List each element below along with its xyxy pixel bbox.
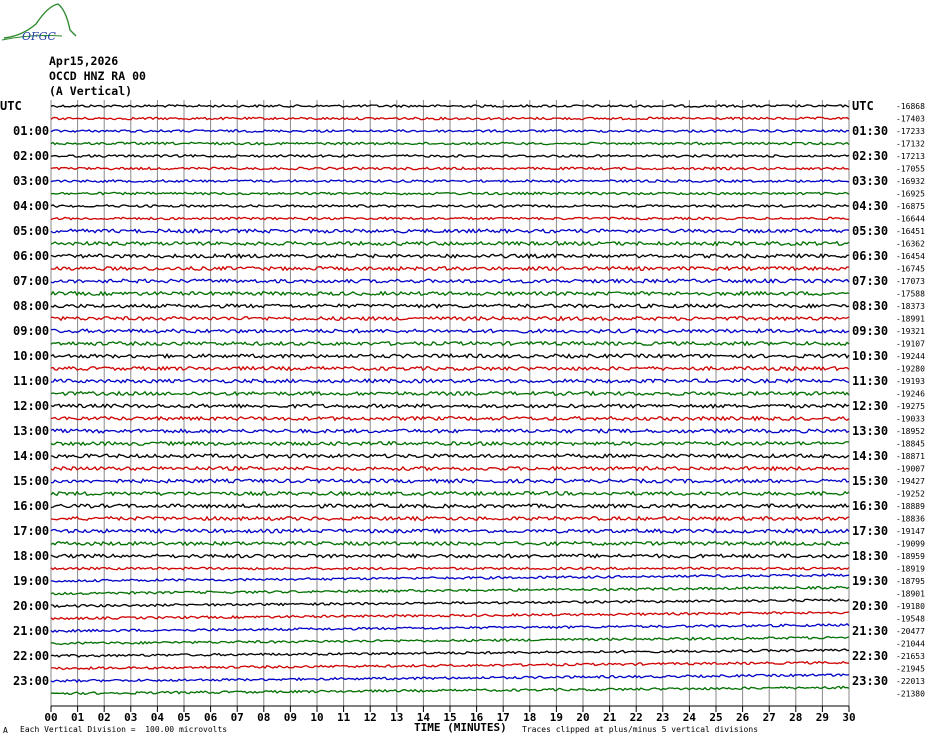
x-tick-label: 19 [549, 711, 564, 724]
trace-mean-label: -19252 [896, 489, 925, 499]
x-tick-label: 23 [656, 711, 670, 724]
trace-mean-label: -19033 [896, 414, 925, 424]
trace-mean-label: -19193 [896, 377, 925, 386]
right-hour-label: 13:30 [852, 424, 889, 438]
left-hour-label: 09:00 [13, 324, 50, 338]
left-hour-label: 04:00 [13, 199, 50, 213]
right-hour-label: 01:30 [852, 124, 889, 138]
x-tick-label: 22 [629, 711, 643, 724]
trace-mean-label: -21380 [896, 689, 925, 699]
trace-mean-label: -18836 [896, 514, 925, 524]
x-tick-label: 24 [682, 711, 697, 724]
trace-mean-label: -18845 [896, 439, 925, 449]
trace-mean-label: -21044 [896, 639, 925, 649]
trace-mean-label: -17233 [896, 127, 925, 136]
right-hour-label: 15:30 [852, 474, 889, 488]
left-hour-label: 07:00 [13, 274, 50, 288]
x-tick-label: 30 [842, 711, 856, 724]
left-hour-label: 17:00 [13, 524, 50, 538]
trace-mean-label: -19007 [896, 464, 925, 474]
trace-mean-label: -17055 [896, 164, 925, 174]
left-hour-label: 05:00 [13, 224, 50, 238]
right-hour-label: 04:30 [852, 199, 889, 213]
left-hour-label: 02:00 [13, 149, 50, 163]
right-hour-label: 06:30 [852, 249, 889, 263]
trace-mean-label: -18871 [896, 452, 925, 461]
trace-mean-label: -17073 [896, 277, 925, 286]
trace-mean-label: -18959 [896, 552, 925, 561]
x-tick-label: 08 [257, 711, 271, 724]
right-hour-label: 08:30 [852, 299, 889, 313]
trace-mean-label: -17403 [896, 114, 925, 124]
trace-mean-label: -20477 [896, 627, 925, 636]
component-label: (A Vertical) [49, 84, 133, 98]
x-tick-label: 09 [283, 711, 298, 724]
trace-mean-label: -19548 [896, 614, 925, 624]
right-half-hour-labels [852, 99, 888, 688]
trace-mean-label: -16644 [896, 214, 925, 224]
x-tick-label: 14 [416, 711, 431, 724]
left-hour-label: 19:00 [13, 574, 50, 588]
trace-mean-label: -18901 [896, 589, 925, 599]
corner-mark: A [3, 726, 8, 735]
trace-mean-label: -19246 [896, 389, 925, 399]
left-hour-label: 22:00 [13, 649, 50, 663]
right-hour-label: 03:30 [852, 174, 889, 188]
trace-mean-label: -22013 [896, 677, 925, 686]
x-tick-label: 20 [576, 711, 590, 724]
x-tick-label: 18 [523, 711, 537, 724]
right-hour-label: 09:30 [852, 324, 889, 338]
right-hour-label: 19:30 [852, 574, 889, 588]
right-hour-label: 22:30 [852, 649, 889, 663]
left-hour-label: UTC [0, 99, 22, 113]
trace-mean-label: -19280 [896, 364, 925, 374]
left-hour-label: 15:00 [13, 474, 50, 488]
left-hour-label: 13:00 [13, 424, 50, 438]
left-hour-label: 23:00 [13, 674, 50, 688]
x-tick-label: 03 [124, 711, 138, 724]
trace-mean-label: -18991 [896, 314, 925, 324]
trace-mean-label: -21945 [896, 664, 925, 674]
left-hour-label: 01:00 [13, 124, 50, 138]
station-label: OCCD HNZ RA 00 [49, 69, 146, 83]
trace-mean-label: -19427 [896, 477, 925, 486]
x-tick-label: 12 [363, 711, 377, 724]
left-hour-label: 20:00 [13, 599, 50, 613]
x-tick-label: 16 [469, 711, 484, 724]
x-tick-label: 00 [44, 711, 58, 724]
right-hour-label: 02:30 [852, 149, 889, 163]
trace-mean-label: -21653 [896, 652, 925, 661]
trace-mean-label: -18919 [896, 564, 925, 574]
trace-mean-label: -19321 [896, 327, 925, 336]
x-tick-label: 15 [443, 711, 457, 724]
right-hour-label: 12:30 [852, 399, 889, 413]
x-tick-label: 05 [177, 711, 191, 724]
left-hour-label: 18:00 [13, 549, 50, 563]
trace-mean-label: -16454 [896, 252, 925, 261]
trace-mean-label: -19107 [896, 339, 925, 349]
right-hour-label: 20:30 [852, 599, 889, 613]
right-hour-label: UTC [852, 99, 874, 113]
left-hour-label: 10:00 [13, 349, 50, 363]
x-tick-label: 02 [97, 711, 111, 724]
right-hour-label: 18:30 [852, 549, 889, 563]
scale-note: Each Vertical Division = 100.00 microvolts [20, 725, 228, 734]
right-hour-label: 07:30 [852, 274, 889, 288]
right-hour-label: 17:30 [852, 524, 889, 538]
trace-mean-label: -18889 [896, 502, 925, 511]
trace-mean-label: -17213 [896, 152, 925, 161]
trace-mean-label: -16745 [896, 264, 925, 274]
trace-mean-labels [896, 102, 925, 699]
x-axis-title: TIME (MINUTES) [414, 721, 507, 734]
left-hour-label: 14:00 [13, 449, 50, 463]
trace-mean-label: -19275 [896, 402, 925, 411]
clip-note: Traces clipped at plus/minus 5 vertical divisions [522, 725, 759, 734]
left-hour-label: 21:00 [13, 624, 50, 638]
trace-mean-label: -19244 [896, 352, 925, 361]
x-tick-label: 28 [789, 711, 803, 724]
trace-mean-label: -16875 [896, 202, 925, 211]
x-tick-label: 13 [390, 711, 404, 724]
x-tick-label: 25 [709, 711, 723, 724]
x-tick-label: 10 [310, 711, 324, 724]
left-hour-label: 08:00 [13, 299, 50, 313]
right-hour-label: 14:30 [852, 449, 889, 463]
x-tick-label: 11 [336, 711, 351, 724]
x-tick-label: 04 [150, 711, 165, 724]
trace-mean-label: -19147 [896, 527, 925, 536]
x-tick-label: 07 [230, 711, 244, 724]
x-tick-label: 26 [735, 711, 750, 724]
right-hour-label: 21:30 [852, 624, 889, 638]
left-hour-label: 16:00 [13, 499, 50, 513]
trace-mean-label: -18795 [896, 577, 925, 586]
trace-mean-label: -17132 [896, 139, 925, 149]
right-hour-label: 16:30 [852, 499, 889, 513]
left-hour-label: 03:00 [13, 174, 50, 188]
trace-mean-label: -16362 [896, 239, 925, 249]
trace-mean-label: -18373 [896, 302, 925, 311]
logo-text: OFGC [22, 30, 56, 43]
x-tick-label: 01 [70, 711, 85, 724]
right-hour-label: 23:30 [852, 674, 889, 688]
right-hour-label: 11:30 [852, 374, 889, 388]
left-hour-label: 12:00 [13, 399, 50, 413]
left-hour-labels [0, 99, 49, 688]
x-tick-label: 06 [203, 711, 218, 724]
trace-mean-label: -16925 [896, 189, 925, 199]
x-tick-label: 21 [602, 711, 617, 724]
trace-mean-label: -17588 [896, 289, 925, 299]
trace-mean-label: -16451 [896, 227, 925, 236]
trace-mean-label: -18952 [896, 427, 925, 436]
trace-mean-label: -16868 [896, 102, 925, 111]
x-tick-label: 27 [762, 711, 776, 724]
trace-mean-label: -16932 [896, 177, 925, 186]
trace-mean-label: -19099 [896, 539, 925, 549]
left-hour-label: 06:00 [13, 249, 50, 263]
right-hour-label: 05:30 [852, 224, 889, 238]
date-label: Apr15,2026 [49, 54, 119, 68]
left-hour-label: 11:00 [13, 374, 50, 388]
right-hour-label: 10:30 [852, 349, 889, 363]
x-tick-label: 17 [496, 711, 510, 724]
trace-mean-label: -19180 [896, 602, 925, 611]
x-tick-label: 29 [815, 711, 830, 724]
